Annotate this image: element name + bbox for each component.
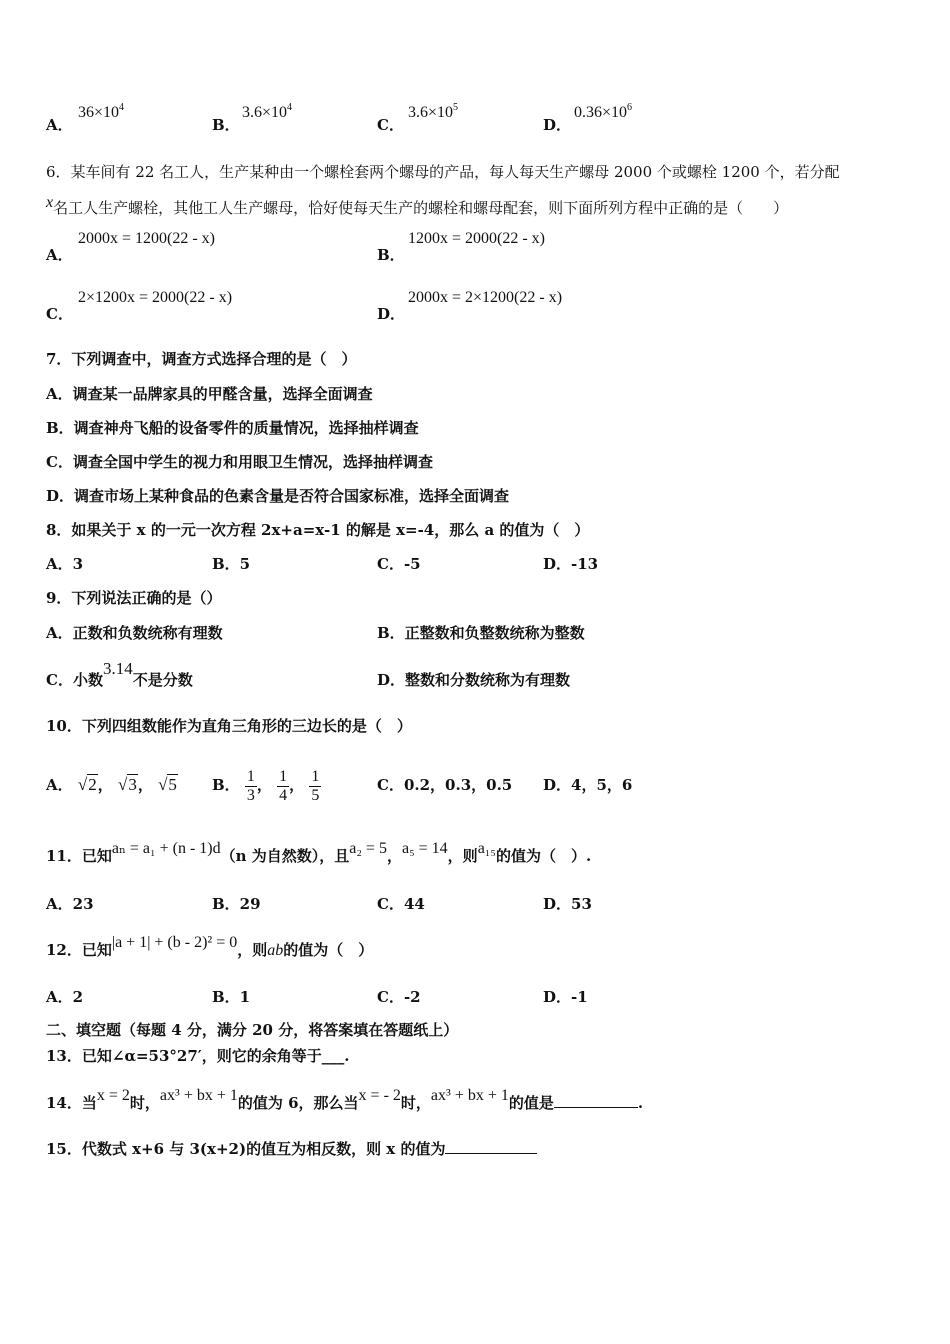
q14-answer-blank[interactable] xyxy=(554,1093,638,1108)
q12-option-c: C．-2 xyxy=(377,988,421,1006)
q6-option-c-math: 2×1200x = 2000(22 - x) xyxy=(78,289,233,306)
fraction-1-3: $\frac{1}{3}$ xyxy=(246,767,255,804)
q7-option-d: D．调查市场上某种食品的色素含量是否符合国家标准，选择全面调查 xyxy=(46,487,510,505)
q9-option-c: C．小数3.14不是分数 xyxy=(46,659,193,689)
q10-stem: 10．下列四组数能作为直角三角形的三边长的是（ ） xyxy=(46,717,412,735)
q6-option-b-math: 1200x = 2000(22 - x) xyxy=(408,230,546,247)
q8-option-b: B．5 xyxy=(212,555,251,573)
q5-option-d: D． xyxy=(543,116,572,134)
q6-option-d-math: 2000x = 2×1200(22 - x) xyxy=(408,289,563,306)
q15-stem: 15．代数式 x+6 与 3(x+2)的值互为相反数，则 x 的值为 xyxy=(46,1139,537,1159)
q6-option-b-label: B． xyxy=(377,246,405,264)
q6-option-d-label: D． xyxy=(377,305,406,323)
q11-option-d: D．53 xyxy=(543,895,592,913)
q8-option-c: C．-5 xyxy=(377,555,421,573)
q12-option-d: D．-1 xyxy=(543,988,588,1006)
q10-option-a: A． √2， √3， √5 xyxy=(46,775,177,794)
q14-stem: 14．当x = 2时，ax³ + bx + 1的值为 6，那么当x = - 2时，ax³ + bx + 1的值是 . xyxy=(46,1087,644,1112)
fraction-1-5: $\frac{1}{5}$ xyxy=(311,767,320,804)
q7-option-b: B．调查神舟飞船的设备零件的质量情况，选择抽样调查 xyxy=(46,419,419,437)
q11-stem: 11．已知aₙ = a₁ + (n - 1)d（n 为自然数），且a₂ = 5，a₅ = 14，则a₁₅的值为（ ）. xyxy=(46,840,592,865)
q10-option-c: C．0.2，0.3，0.5 xyxy=(377,776,513,794)
q7-option-a: A．调查某一品牌家具的甲醛含量，选择全面调查 xyxy=(46,385,373,403)
q12-option-a: A．2 xyxy=(46,988,84,1006)
q8-option-d: D．-13 xyxy=(543,555,599,573)
q15-answer-blank[interactable] xyxy=(445,1139,537,1154)
q11-option-c: C．44 xyxy=(377,895,425,913)
q5-option-b-math: $3.6\times 10^4$ xyxy=(242,102,293,121)
q6-option-a-label: A． xyxy=(46,246,73,264)
q12-option-b: B．1 xyxy=(212,988,251,1006)
q9-option-d: D．整数和分数统称为有理数 xyxy=(377,671,571,689)
section-title-fill-in: 二、填空题（每题 4 分，满分 20 分，将答案填在答题纸上） xyxy=(46,1021,459,1039)
q5-option-a-math: $36\times 10^4$ xyxy=(78,102,125,121)
q9-option-b: B．正整数和负整数统称为整数 xyxy=(377,624,585,642)
fraction-1-4: $\frac{1}{4}$ xyxy=(279,767,288,804)
q6-stem-line1: 6．某车间有 22 名工人，生产某种由一个螺栓套两个螺母的产品，每人每天生产螺母 2000 个或螺栓 1200 个，若分配 xyxy=(46,163,840,181)
q8-option-a: A．3 xyxy=(46,555,84,573)
q6-option-a-math: 2000x = 1200(22 - x) xyxy=(78,230,216,247)
q10-option-b: B． $\frac{1}{3}$ ， $\frac{1}{4}$ ， $\frac{1}{5}$ xyxy=(212,767,320,804)
q10-option-d: D．4，5，6 xyxy=(543,776,633,794)
q7-option-c: C．调查全国中学生的视力和用眼卫生情况，选择抽样调查 xyxy=(46,453,433,471)
q5-option-b: B． xyxy=(212,116,240,134)
q8-stem: 8．如果关于 x 的一元一次方程 2x+a=x-1 的解是 x=-4，那么 a 的值为（ ） xyxy=(46,521,590,539)
q12-stem: 12．已知|a + 1| + (b - 2)² = 0，则ab的值为（ ） xyxy=(46,934,374,959)
q6-stem-line2: x名工人生产螺栓，其他工人生产螺母，恰好使每天生产的螺栓和螺母配套，则下面所列方程中正确的是（ ） xyxy=(46,194,789,217)
q5-option-c-math: $3.6\times 10^5$ xyxy=(408,102,459,121)
q11-option-b: B．29 xyxy=(212,895,261,913)
q5-option-c: C． xyxy=(377,116,404,134)
q7-stem: 7．下列调查中，调查方式选择合理的是（ ） xyxy=(46,350,357,368)
q9-stem: 9．下列说法正确的是（） xyxy=(46,589,222,607)
q9-option-a: A．正数和负数统称有理数 xyxy=(46,624,223,642)
q13-stem: 13．已知∠α=53°27′，则它的余角等于___. xyxy=(46,1047,350,1065)
q5-option-a: A． xyxy=(46,116,73,134)
q5-option-d-math: $0.36\times 10^6$ xyxy=(574,102,633,121)
q11-option-a: A．23 xyxy=(46,895,94,913)
q6-option-c-label: C． xyxy=(46,305,73,323)
